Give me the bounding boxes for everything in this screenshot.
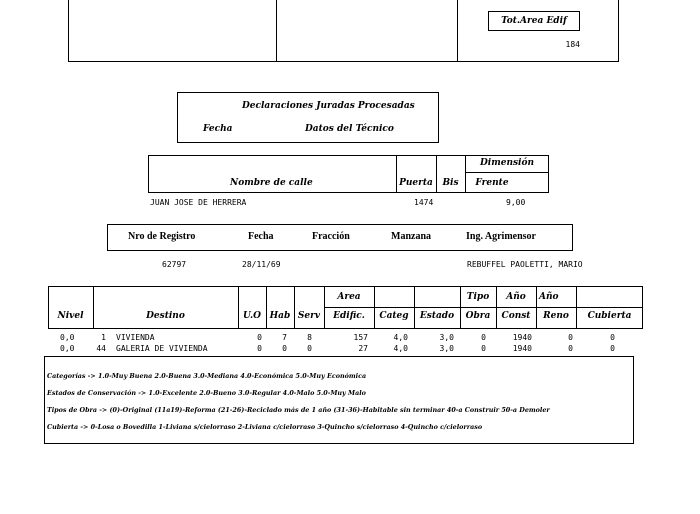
legend-tipos-obra: Tipos de Obra -> (0)-Original (11a19)-Reforma (21-26)-Reciclado más de 1 año (31-36)-Habitable sin terminar 40-a Construir 50-a Demoler	[47, 406, 550, 414]
registro-header-manzana: Manzana	[391, 231, 431, 242]
calle-header-frente: Frente	[475, 178, 509, 188]
calle-header-bis: Bis	[442, 178, 459, 188]
legend-cubierta: Cubierta -> 0-Losa o Bovedilla 1-Liviana s/cielorraso 2-Liviana c/cielorraso 3-Quincho s/cielorraso 4-Quincho c/cielorraso	[47, 423, 483, 431]
row-estado: 3,0	[439, 333, 454, 342]
row-tipo: 0	[481, 333, 486, 342]
unidades-col-div-10	[536, 286, 537, 329]
unidades-header-area-top: Area	[337, 292, 361, 302]
top-divider-2	[457, 0, 458, 62]
unidades-col-div-1	[93, 286, 94, 329]
row-categ: 4,0	[393, 333, 408, 342]
unidades-header-serv: Serv	[297, 311, 321, 321]
unidades-header-hab: Hab	[269, 311, 291, 321]
row-ano-reno: 0	[568, 333, 573, 342]
unidades-col-div-7	[414, 286, 415, 329]
calle-header-dimension: Dimensión	[479, 158, 535, 168]
unidades-header-nivel: Nivel	[57, 311, 84, 321]
row-serv: 8	[307, 333, 312, 342]
unidades-header-destino: Destino	[146, 311, 185, 321]
table-row	[0, 333, 700, 343]
registro-header-agrimensor: Ing. Agrimensor	[466, 231, 536, 242]
unidades-header-categ: Categ	[379, 311, 409, 321]
calle-puerta-value: 1474	[414, 198, 434, 207]
registro-header-fecha: Fecha	[248, 231, 274, 242]
row-hab: 0	[282, 344, 287, 353]
declaraciones-fecha-label: Fecha	[203, 124, 233, 134]
declaraciones-datos-tecnico-label: Datos del Técnico	[305, 124, 394, 134]
calle-header-nombre: Nombre de calle	[230, 178, 313, 188]
unidades-col-div-6	[374, 286, 375, 329]
row-uo: 0	[257, 344, 262, 353]
row-hab: 7	[282, 333, 287, 342]
unidades-header-tipo-bottom: Obra	[465, 311, 491, 321]
calle-header-puerta: Puerta	[399, 178, 433, 188]
unidades-col-div-3	[266, 286, 267, 329]
row-ano-const: 1940	[512, 333, 532, 342]
row-ano-reno: 0	[568, 344, 573, 353]
row-destino: VIVIENDA	[116, 333, 155, 342]
row-cubierta: 0	[610, 344, 615, 353]
declaraciones-box	[177, 92, 439, 143]
row-estado: 3,0	[439, 344, 454, 353]
row-num: 1	[101, 333, 106, 342]
calle-frente-value: 9,00	[506, 198, 526, 207]
row-area: 27	[358, 344, 368, 353]
unidades-header-cubierta: Cubierta	[587, 311, 632, 321]
unidades-header-uo: U.O	[243, 311, 261, 321]
row-tipo: 0	[481, 344, 486, 353]
calle-nombre-value: JUAN JOSE DE HERRERA	[150, 198, 247, 207]
row-area: 157	[353, 333, 368, 342]
unidades-col-div-2	[238, 286, 239, 329]
legend-categorias: Categorías -> 1.0-Muy Buena 2.0-Buena 3.0-Mediana 4.0-Económica 5.0-Muy Económica	[47, 372, 367, 380]
row-nivel: 0,0	[60, 333, 75, 342]
unidades-header-ano-const-bottom: Const	[501, 311, 531, 321]
unidades-header-tipo-top: Tipo	[466, 292, 490, 302]
top-section-box	[68, 0, 619, 62]
row-num: 44	[96, 344, 106, 353]
row-destino: GALERIA DE VIVIENDA	[116, 344, 208, 353]
row-cubierta: 0	[610, 333, 615, 342]
row-categ: 4,0	[393, 344, 408, 353]
unidades-header-estado: Estado	[419, 311, 455, 321]
legend-estados: Estados de Conservación -> 1.0-Excelente 2.0-Bueno 3.0-Regular 4.0-Malo 5.0-Muy Malo	[47, 389, 366, 397]
row-uo: 0	[257, 333, 262, 342]
unidades-col-div-11	[576, 286, 577, 329]
table-row	[0, 344, 700, 354]
unidades-header-ano-reno-bottom: Reno	[543, 311, 569, 321]
registro-header-fraccion: Fracción	[312, 231, 350, 242]
unidades-header-ano-const-top: Año	[506, 292, 526, 302]
row-nivel: 0,0	[60, 344, 75, 353]
registro-header-nro: Nro de Registro	[128, 231, 196, 242]
tot-area-value: 184	[565, 40, 580, 49]
calle-divider-dimension	[465, 172, 549, 173]
unidades-col-div-4	[294, 286, 295, 329]
top-divider-1	[276, 0, 277, 62]
unidades-header-ano-reno-top: Año	[539, 292, 559, 302]
tot-area-label: Tot.Area Edif	[488, 11, 580, 31]
registro-agrimensor-value: REBUFFEL PAOLETTI, MARIO	[467, 260, 583, 269]
unidades-header-area-bottom: Edific.	[333, 311, 365, 321]
unidades-header-midline	[324, 307, 643, 308]
row-serv: 0	[307, 344, 312, 353]
registro-fecha-value: 28/11/69	[242, 260, 281, 269]
registro-nro-value: 62797	[162, 260, 187, 269]
declaraciones-title: Declaraciones Juradas Procesadas	[242, 101, 415, 111]
row-ano-const: 1940	[512, 344, 532, 353]
